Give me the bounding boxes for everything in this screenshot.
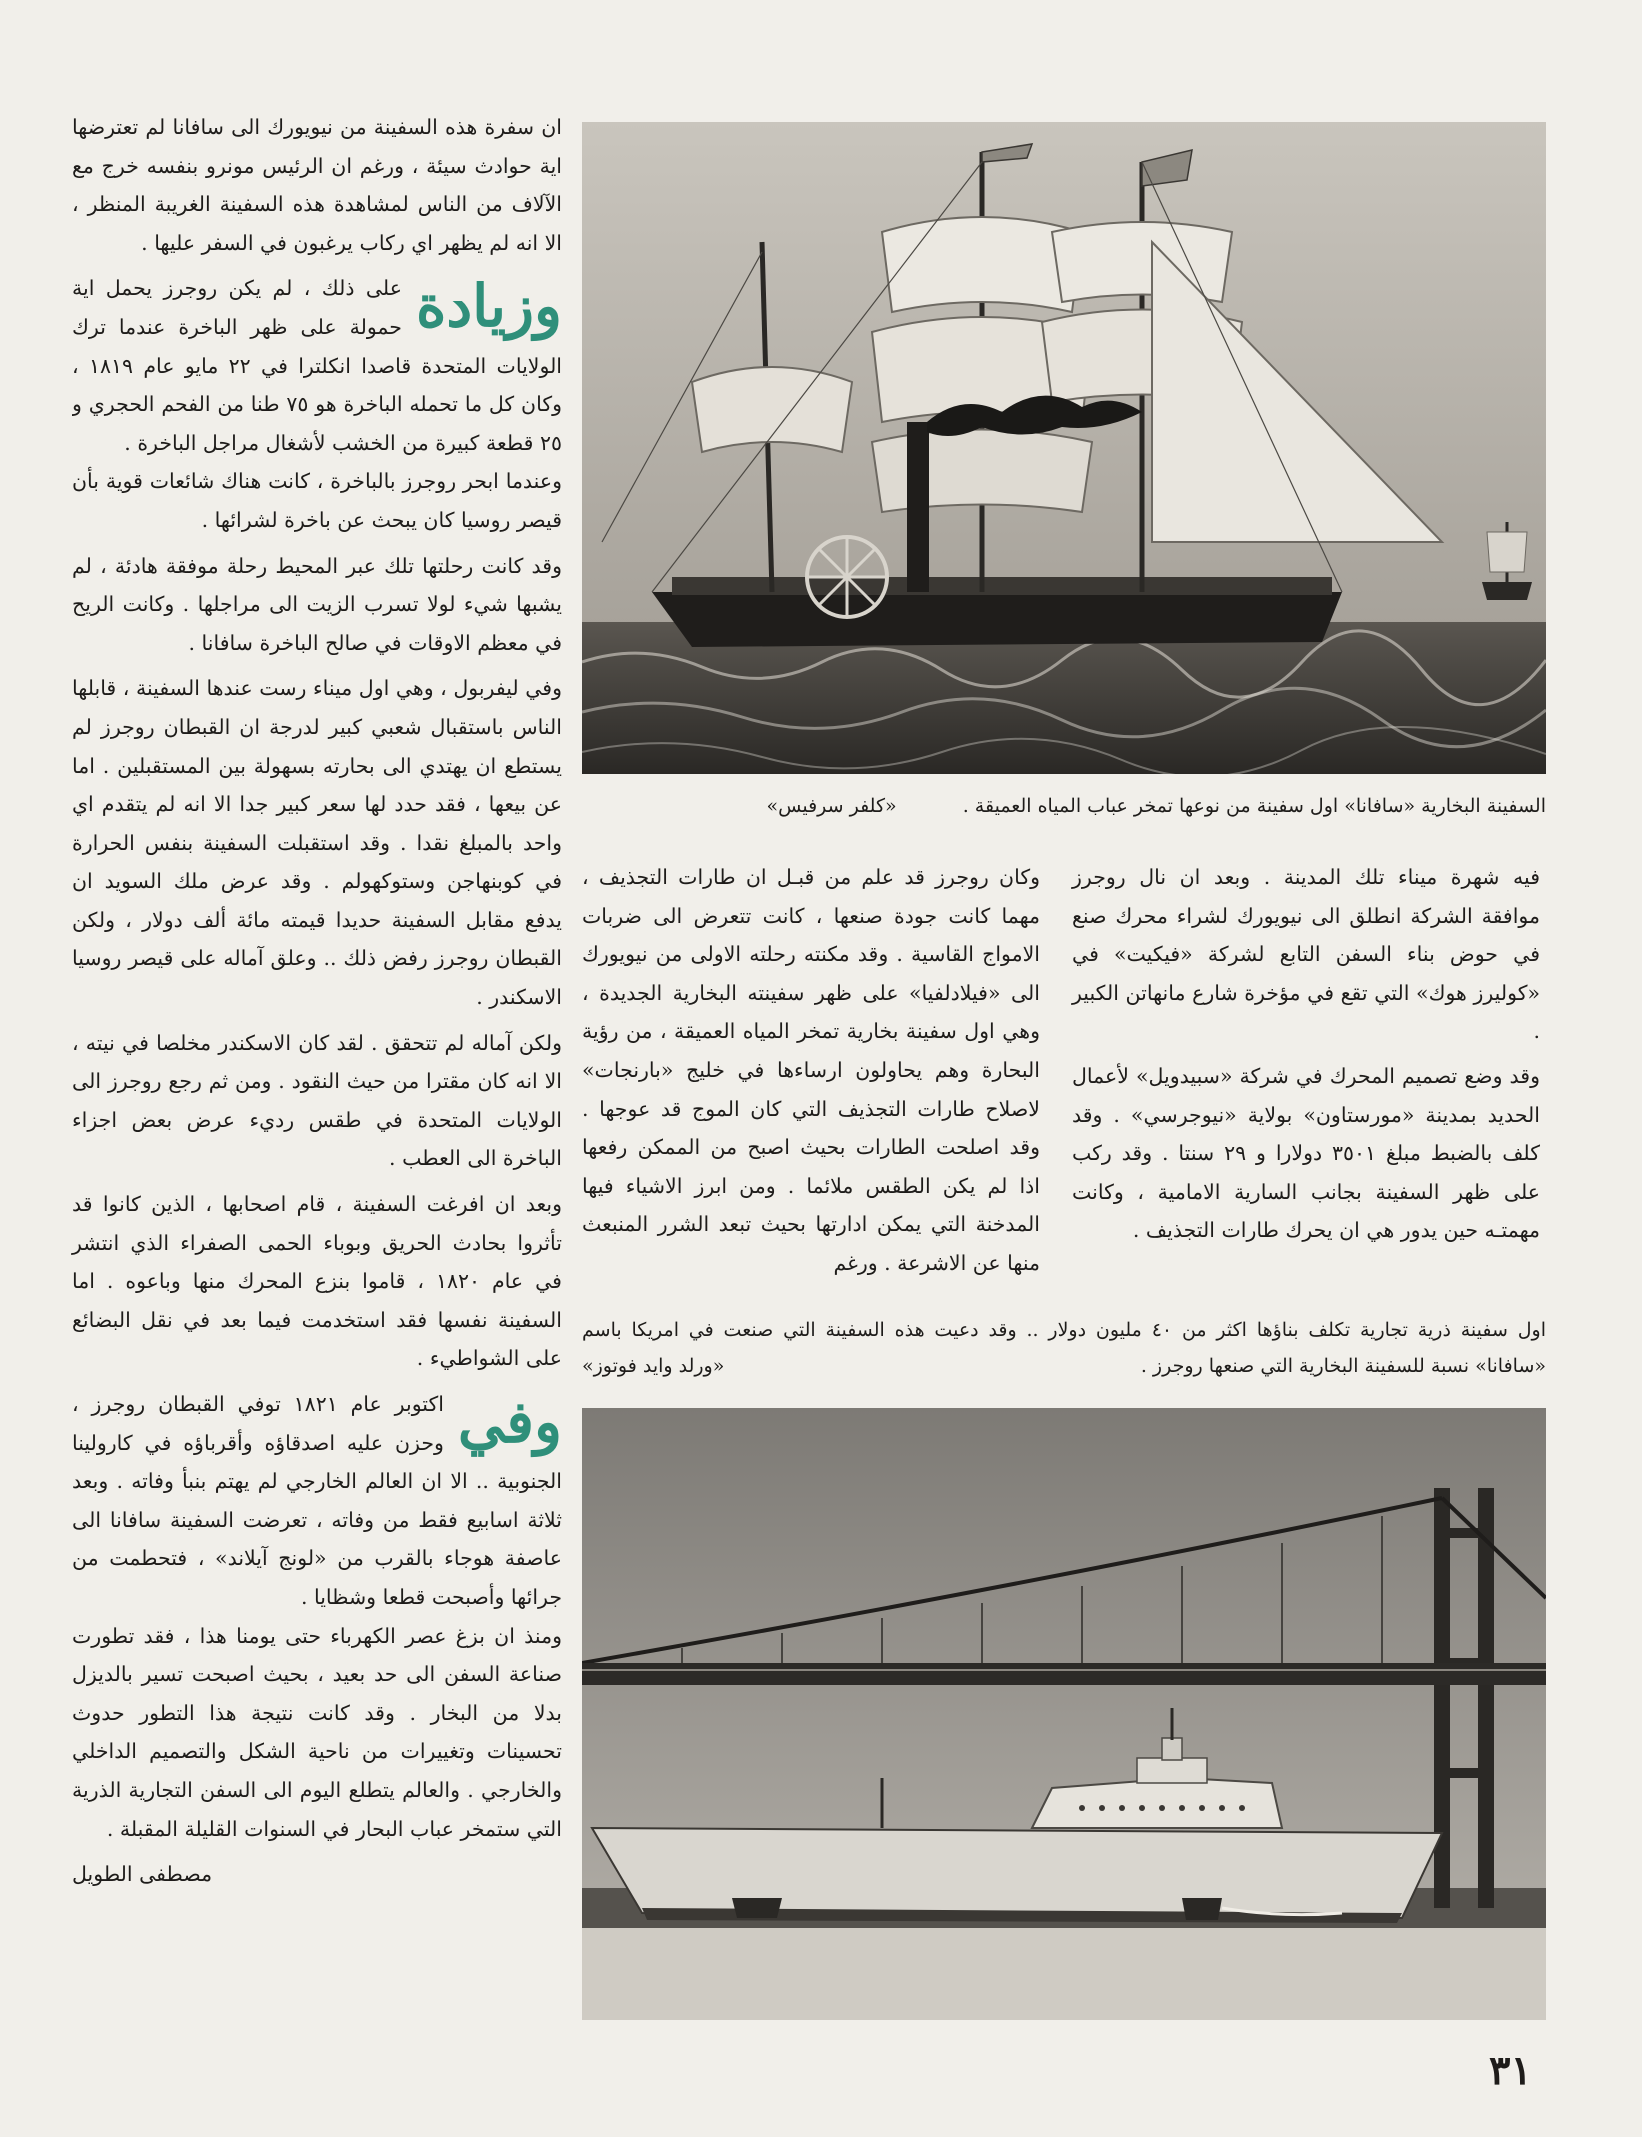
dropcap-paragraph — [72, 269, 562, 462]
paragraph: وعندما ابحر روجرز بالباخرة ، كانت هناك شائعات قوية بأن قيصر روسيا كان يبحث عن باخرة لشرائها . — [72, 469, 562, 532]
paragraph: وبعد ان افرغت السفينة ، قام اصحابها ، الذين كانوا قد تأثروا بحادث الحريق وبوباء الحمى الصفراء الذي انتشر في عام ١٨٢٠ ، قاموا بنزع المحرك منها وباعوه . اما السفينة نفسها فقد استخدمت فيما بعد في نقل البضائع على الشواطيء . — [72, 1192, 562, 1371]
nuclear-ship-savannah-image — [582, 1408, 1546, 2020]
dropcap-word: وزيادة — [415, 272, 562, 341]
paragraph: فيه شهرة ميناء تلك المدينة . وبعد ان نال روجرز موافقة الشركة انطلق الى نيويورك لشراء محرك صنع في حوض بناء السفن التابع لشركة «فيكيت» في «كوليرز هوك» التي تقع في مؤخرة شارع مانهاتن الكبير . — [1072, 865, 1540, 1044]
article-left-column — [72, 108, 562, 1901]
article-middle-column — [582, 858, 1040, 1289]
steamship-savannah-image — [582, 122, 1546, 774]
dropcap-paragraph — [72, 1385, 562, 1617]
article-right-column — [1072, 858, 1540, 1256]
paragraph: ولكن آماله لم تتحقق . لقد كان الاسكندر مخلصا في نيته ، الا انه كان مقترا من حيث النقود . ومن ثم رجع روجرز الى الولايات المتحدة في طقس رديء عرض بعض اجزاء الباخرة الى العطب . — [72, 1030, 562, 1171]
paragraph: على ذلك ، لم يكن روجرز يحمل اية حمولة على ظهر الباخرة عندما ترك الولايات المتحدة قاصدا انكلترا في ٢٢ مايو عام ١٨١٩ ، وكان كل ما تحمله الباخرة هو ٧٥ طنا من الفحم الحجري و ٢٥ قطعة كبيرة من الخشب لأشغال مراجل الباخرة . — [72, 276, 562, 455]
paragraph: وقد وضع تصميم المحرك في شركة «سبيدويل» لأعمال الحديد بمدينة «مورستاون» بولاية «نيوجرسي» . وقد كلف بالضبط مبلغ ٣٥٠١ دولارا و ٢٩ سنتا . وقد ركب على ظهر السفينة بجانب السارية الامامية ، وكانت مهمتـه حين يدور هي ان يحرك طارات التجذيف . — [1072, 1063, 1540, 1243]
bridge-image-caption — [582, 1312, 1546, 1384]
paragraph: وفي ليفربول ، وهي اول ميناء رست عندها السفينة ، قابلها الناس باستقبال شعبي كبير لدرجة ان القبطان روجرز لم يستطع ان يهتدي الى بحارته بسهولة بين المستقبلين . اما عن بيعها ، فقد حدد لها سعر كبير جدا الا انه لم يتقدم اي واحد بالمبلغ نقدا . وقد استقبلت السفينة بنفس الحرارة في كوبنهاجن وستوكهولم . وقد عرض ملك السويد ان يدفع مقابل السفينة حديدا قيمته مائة ألف دولار ، ولكن القبطان روجرز رفض ذلك .. وعلق آماله على قيصر روسيا الاسكندر . — [72, 676, 562, 1010]
caption-text: السفينة البخارية «سافانا» اول سفينة من نوعها تمخر عباب المياه العميقة . — [962, 795, 1546, 817]
paragraph: ومنذ ان بزغ عصر الكهرباء حتى يومنا هذا ، فقد تطورت صناعة السفن الى حد بعيد ، بحيث اصبحت تسير بالديزل بدلا من البخار . وقد كانت نتيجة هذا التطور حدوث تحسينات وتغييرات من ناحية الشكل والتصميم الداخلي والخارجي . والعالم يتطلع اليوم الى السفن التجارية الذرية التي ستمخر عباب البحار في السنوات القليلة المقبلة . — [72, 1623, 562, 1841]
paragraph: وقد كانت رحلتها تلك عبر المحيط رحلة موفقة هادئة ، لم يشبها شيء لولا تسرب الزيت الى مراجلها . وكانت الريح في معظم الاوقات في صالح الباخرة سافانا . — [72, 553, 562, 655]
photo-credit: «كلفر سرفيس» — [766, 795, 897, 817]
dropcap-word: وفي — [457, 1388, 562, 1456]
ship-image-caption — [582, 788, 1546, 824]
paragraph: ان سفرة هذه السفينة من نيويورك الى سافانا لم تعترضها اية حوادث سيئة ، ورغم ان الرئيس مونرو بنفسه خرج مع الآلاف من الناس لمشاهدة هذه السفينة الغريبة المنظر ، الا انه لم يظهر اي ركاب يرغبون في السفر عليها . — [72, 115, 562, 255]
steamship-illustration — [582, 122, 1546, 774]
paragraph: وكان روجرز قد علم من قبـل ان طارات التجذيف ، مهما كانت جودة صنعها ، كانت تتعرض الى ضربات الامواج القاسية . وقد مكنته رحلته الاولى من نيويورك الى «فيلادلفيا» على ظهر سفينته البخارية الجديدة ، وهي اول سفينة بخارية تمخر المياه العميقة ، من رؤية البحارة وهم يحاولون ارساءها في خليج «بارنجات» لاصلاح طارات التجذيف التي كان الموج قد عوجها . وقد اصلحت الطارات بحيث اصبح من الممكن رفعها اذا لم يكن الطقس ملائما . ومن ابرز الاشياء فيها المدخنة التي يمكن ادارتها بحيث تبعد الشرر المنبعث منها عن الاشرعة . ورغم — [582, 865, 1040, 1275]
photo-credit: «ورلد وايد فوتوز» — [582, 1355, 725, 1377]
author-signature: مصطفى الطويل — [72, 1862, 213, 1887]
page-number: ٣١ — [1489, 2047, 1532, 2094]
caption-text: اول سفينة ذرية تجارية تكلف بناؤها اكثر من ٤٠ مليون دولار .. وقد دعيت هذه السفينة التي صنعت في امريكا باسم «سافانا» نسبة للسفينة البخارية التي صنعها روجرز . — [582, 1319, 1546, 1377]
bridge-ship-illustration — [582, 1408, 1546, 2020]
paragraph: اكتوبر عام ١٨٢١ توفي القبطان روجرز ، وحزن عليه اصدقاؤه وأقرباؤه في كارولينا الجنوبية .. الا ان العالم الخارجي لم يهتم بنبأ وفاته . وبعد ثلاثة اسابيع فقط من وفاته ، تعرضت السفينة سافانا الى عاصفة هوجاء بالقرب من «لونج آيلاند» ، فتحطمت من جرائها وأصبحت قطعا وشظايا . — [72, 1392, 562, 1609]
